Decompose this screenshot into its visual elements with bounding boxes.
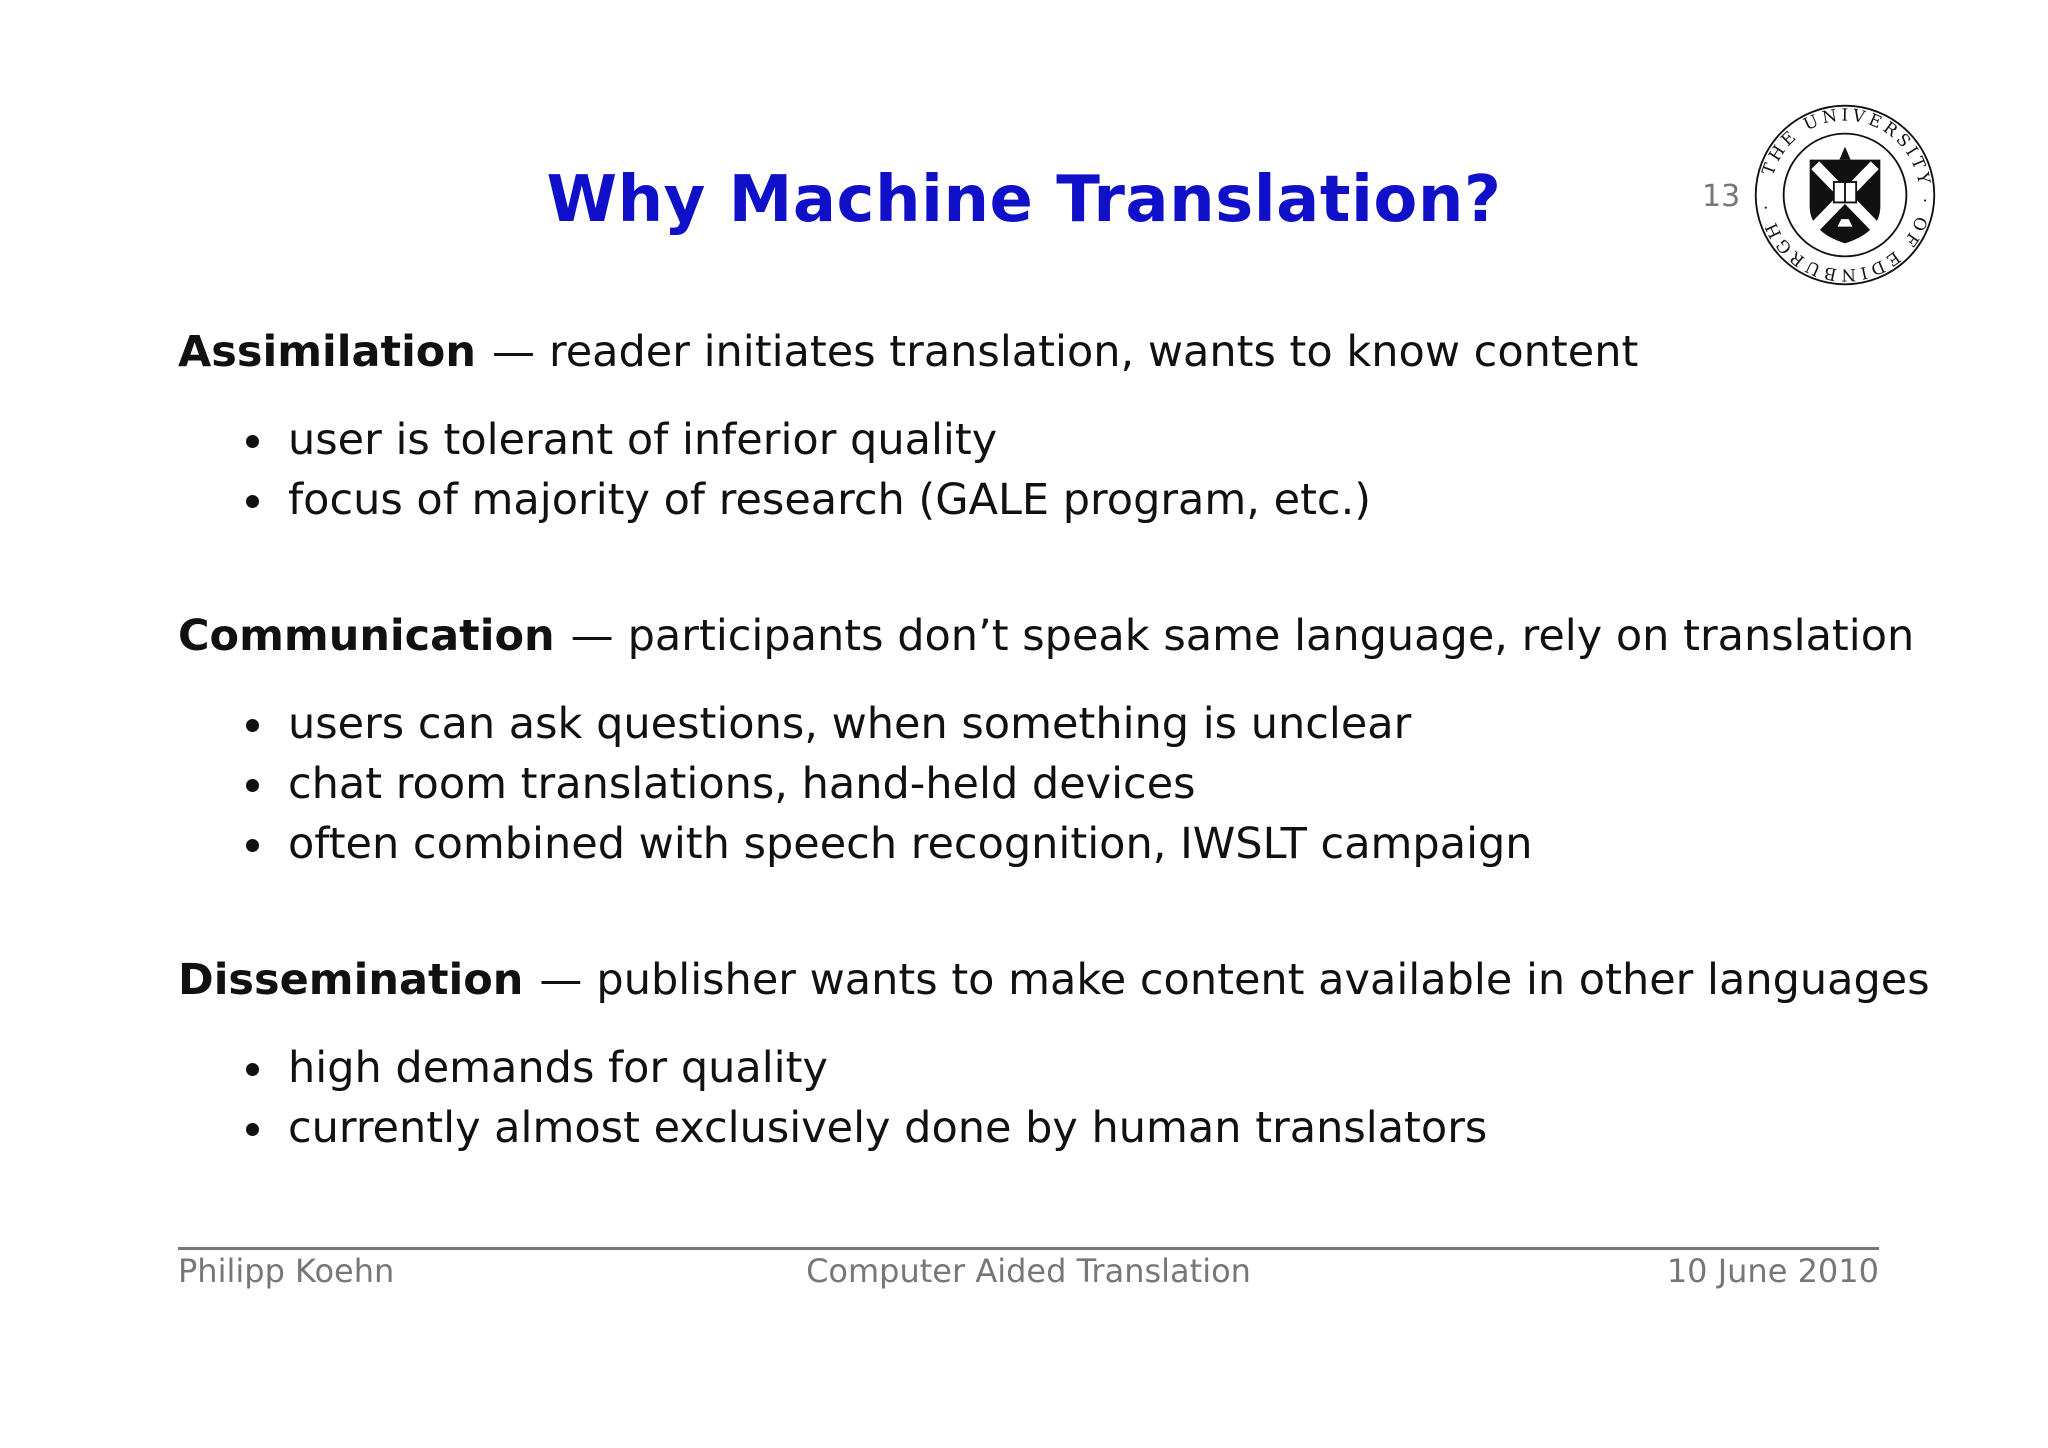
section-heading — [178, 606, 1914, 666]
section-communication — [178, 606, 1914, 874]
slide-title: Why Machine Translation? — [546, 163, 1502, 237]
list-item — [240, 694, 1914, 754]
section-dissemination — [178, 950, 1930, 1158]
bullet-text: currently almost exclusively done by human translators — [288, 1103, 1488, 1153]
bullet-icon — [246, 779, 259, 792]
university-crest-icon — [1752, 102, 1938, 288]
bullet-text: focus of majority of research (GALE program, etc.) — [288, 475, 1372, 525]
bullet-icon — [246, 1063, 259, 1076]
section-description: reader initiates translation, wants to know content — [548, 327, 1639, 377]
bullet-icon — [246, 839, 259, 852]
list-item — [240, 1038, 1930, 1098]
em-dash: — — [491, 327, 535, 377]
section-assimilation — [178, 322, 1638, 530]
section-term: Dissemination — [178, 955, 524, 1005]
svg-text:THE UNIVERSITY · OF EDINBURGH: THE UNIVERSITY · OF EDINBURGH · — [1754, 104, 1936, 286]
footer-divider — [178, 1247, 1879, 1250]
list-item — [240, 470, 1638, 530]
section-heading — [178, 322, 1638, 382]
list-item — [240, 1098, 1930, 1158]
em-dash: — — [570, 611, 614, 661]
bullet-text: often combined with speech recognition, IWSLT campaign — [288, 819, 1533, 869]
page-number: 13 — [1702, 179, 1741, 214]
section-heading — [178, 950, 1930, 1010]
bullet-icon — [246, 1123, 259, 1136]
section-term: Assimilation — [178, 327, 476, 377]
list-item — [240, 410, 1638, 470]
section-term: Communication — [178, 611, 555, 661]
bullet-list — [178, 410, 1638, 530]
footer-course: Computer Aided Translation — [806, 1252, 1251, 1290]
bullet-text: user is tolerant of inferior quality — [288, 415, 998, 465]
list-item — [240, 814, 1914, 874]
footer-author: Philipp Koehn — [178, 1252, 395, 1290]
list-item — [240, 754, 1914, 814]
bullet-list — [178, 1038, 1930, 1158]
bullet-text: high demands for quality — [288, 1043, 828, 1093]
section-description: publisher wants to make content available in other languages — [596, 955, 1930, 1005]
footer-date: 10 June 2010 — [1666, 1252, 1879, 1290]
bullet-icon — [246, 435, 259, 448]
bullet-list — [178, 694, 1914, 874]
bullet-icon — [246, 719, 259, 732]
section-description: participants don’t speak same language, rely on translation — [627, 611, 1915, 661]
bullet-icon — [246, 495, 259, 508]
bullet-text: chat room translations, hand-held devices — [288, 759, 1196, 809]
em-dash: — — [539, 955, 583, 1005]
bullet-text: users can ask questions, when something is unclear — [288, 699, 1412, 749]
